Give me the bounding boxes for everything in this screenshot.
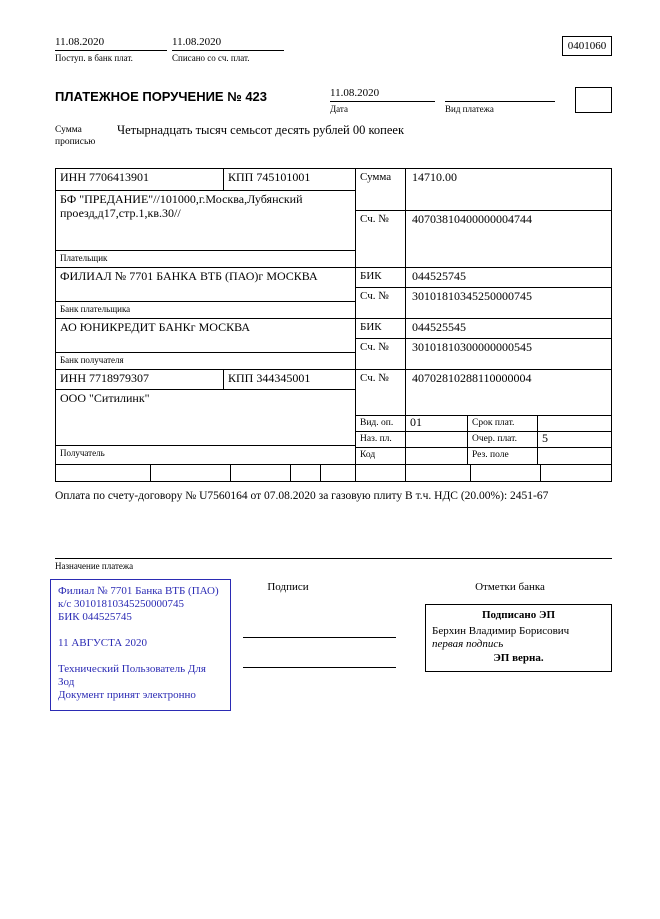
payment-term-label: Срок плат. — [468, 416, 538, 431]
reserve-label: Рез. поле — [468, 448, 538, 464]
code-cell — [471, 465, 541, 481]
debited-date-block — [172, 36, 284, 63]
code-value — [406, 448, 468, 464]
signatures-column — [243, 579, 411, 668]
stamp-line: БИК 044525745 — [58, 611, 132, 623]
payee-bank-bik-label: БИК — [356, 319, 406, 338]
payment-kind-label: Вид платежа — [445, 104, 494, 114]
bank-marks-label: Отметки банка — [475, 581, 545, 593]
code-cell — [151, 465, 231, 481]
payer-caption: Плательщик — [60, 253, 108, 263]
bottom-row — [55, 579, 612, 711]
payment-kind-block — [445, 87, 555, 114]
debited-date: 11.08.2020 — [172, 36, 284, 51]
payee-bank-section — [56, 319, 611, 370]
payer-bank-section — [56, 268, 611, 319]
payee-caption: Получатель — [60, 448, 105, 458]
ep-title: Подписано ЭП — [481, 609, 556, 621]
payee-bank-account: 30101810300000000545 — [412, 340, 532, 354]
ep-valid: ЭП верна. — [493, 651, 544, 664]
code-cell — [541, 465, 611, 481]
payer-bank-name: ФИЛИАЛ № 7701 БАНКА ВТБ (ПАО)г МОСКВА — [56, 268, 355, 302]
payer-section — [56, 169, 611, 268]
stamp-line: Технический Пользователь Для Зод — [58, 663, 206, 688]
code-cell — [231, 465, 291, 481]
payee-section — [56, 370, 611, 465]
naz-pl-value — [406, 432, 468, 447]
date-label: Дата — [330, 104, 348, 114]
payee-kpp: КПП 344345001 — [228, 371, 311, 385]
top-row — [55, 36, 612, 63]
payee-account: 40702810288110000004 — [412, 371, 532, 385]
code-cell — [321, 465, 356, 481]
code-cell — [56, 465, 151, 481]
received-date: 11.08.2020 — [55, 36, 167, 51]
payer-bank-bik-label: БИК — [356, 268, 406, 287]
stamp-line: к/с 30101810345250000745 — [58, 598, 185, 610]
payer-bank-account-label: Сч. № — [356, 288, 406, 318]
code-cell — [291, 465, 321, 481]
purpose-spacer — [55, 502, 612, 558]
amount-words-label: Сумма прописью — [55, 125, 96, 148]
payer-name: БФ "ПРЕДАНИЕ"//101000,г.Москва,Лубянский проезд,д17,стр.1,кв.30// — [56, 191, 355, 251]
signature-line — [243, 637, 396, 638]
signatures-label: Подписи — [267, 581, 309, 593]
bank-marks-column — [411, 579, 612, 672]
payment-kind-box — [575, 87, 612, 113]
title-row — [55, 87, 612, 114]
payee-inn: ИНН 7718979307 — [56, 370, 224, 389]
amount-words: Четырнадцать тысяч семьсот десять рублей 00 копеек — [117, 123, 405, 137]
payee-bank-name: АО ЮНИКРЕДИТ БАНКг МОСКВА — [56, 319, 355, 353]
code-label: Код — [356, 448, 406, 464]
sum-label: Сумма — [356, 169, 406, 210]
stamp-line: 11 АВГУСТА 2020 — [58, 637, 147, 649]
document-date-block — [330, 87, 435, 114]
received-date-label: Поступ. в банк плат. — [55, 53, 133, 63]
stamp-line: Документ принят электронно — [58, 689, 196, 701]
sum-value: 14710.00 — [412, 170, 457, 184]
document-date: 11.08.2020 — [330, 87, 435, 102]
payer-kpp: КПП 745101001 — [228, 170, 311, 184]
purpose-text: Оплата по счету-договору № U7560164 от 07.08.2020 за газовую плиту В т.ч. НДС (20.00%): 2451-67 — [55, 490, 549, 502]
code-cell — [356, 465, 406, 481]
form-code-box: 0401060 — [562, 36, 612, 56]
reserve-value — [538, 448, 611, 464]
received-date-block — [55, 36, 167, 63]
stamp-line: Филиал № 7701 Банка ВТБ (ПАО) — [58, 585, 219, 597]
payment-kind-underline — [445, 87, 555, 102]
ep-signer: Берхин Владимир Борисович — [432, 624, 570, 637]
payer-bank-bik: 044525745 — [412, 269, 466, 283]
payer-account-label: Сч. № — [356, 211, 406, 267]
codes-row — [56, 465, 611, 481]
op-kind-label: Вид. оп. — [356, 416, 406, 431]
naz-pl-label: Наз. пл. — [356, 432, 406, 447]
queue-label: Очер. плат. — [468, 432, 538, 447]
purpose-caption: Назначение платежа — [55, 561, 134, 571]
payee-account-label: Сч. № — [356, 370, 406, 415]
payer-inn: ИНН 7706413901 — [56, 169, 224, 190]
ep-stamp-box — [425, 604, 612, 672]
queue-value: 5 — [542, 431, 548, 445]
main-table — [55, 168, 612, 482]
amount-words-row — [55, 122, 612, 168]
ep-note: первая подпись — [432, 638, 504, 650]
bank-stamp — [50, 579, 231, 711]
code-cell — [406, 465, 471, 481]
payer-bank-account: 30101810345250000745 — [412, 289, 532, 303]
payment-term-value — [538, 416, 611, 431]
payer-account: 40703810400000004744 — [412, 212, 532, 226]
debited-date-label: Списано со сч. плат. — [172, 53, 250, 63]
payer-bank-caption: Банк плательщика — [60, 304, 131, 314]
payee-bank-bik: 044525545 — [412, 320, 466, 334]
payee-bank-caption: Банк получателя — [60, 355, 124, 365]
op-kind-value: 01 — [406, 416, 468, 431]
payee-name: ООО "Ситилинк" — [56, 390, 355, 446]
signature-line — [243, 667, 396, 668]
payee-bank-account-label: Сч. № — [356, 339, 406, 369]
document-title: ПЛАТЕЖНОЕ ПОРУЧЕНИЕ № 423 — [55, 89, 268, 104]
